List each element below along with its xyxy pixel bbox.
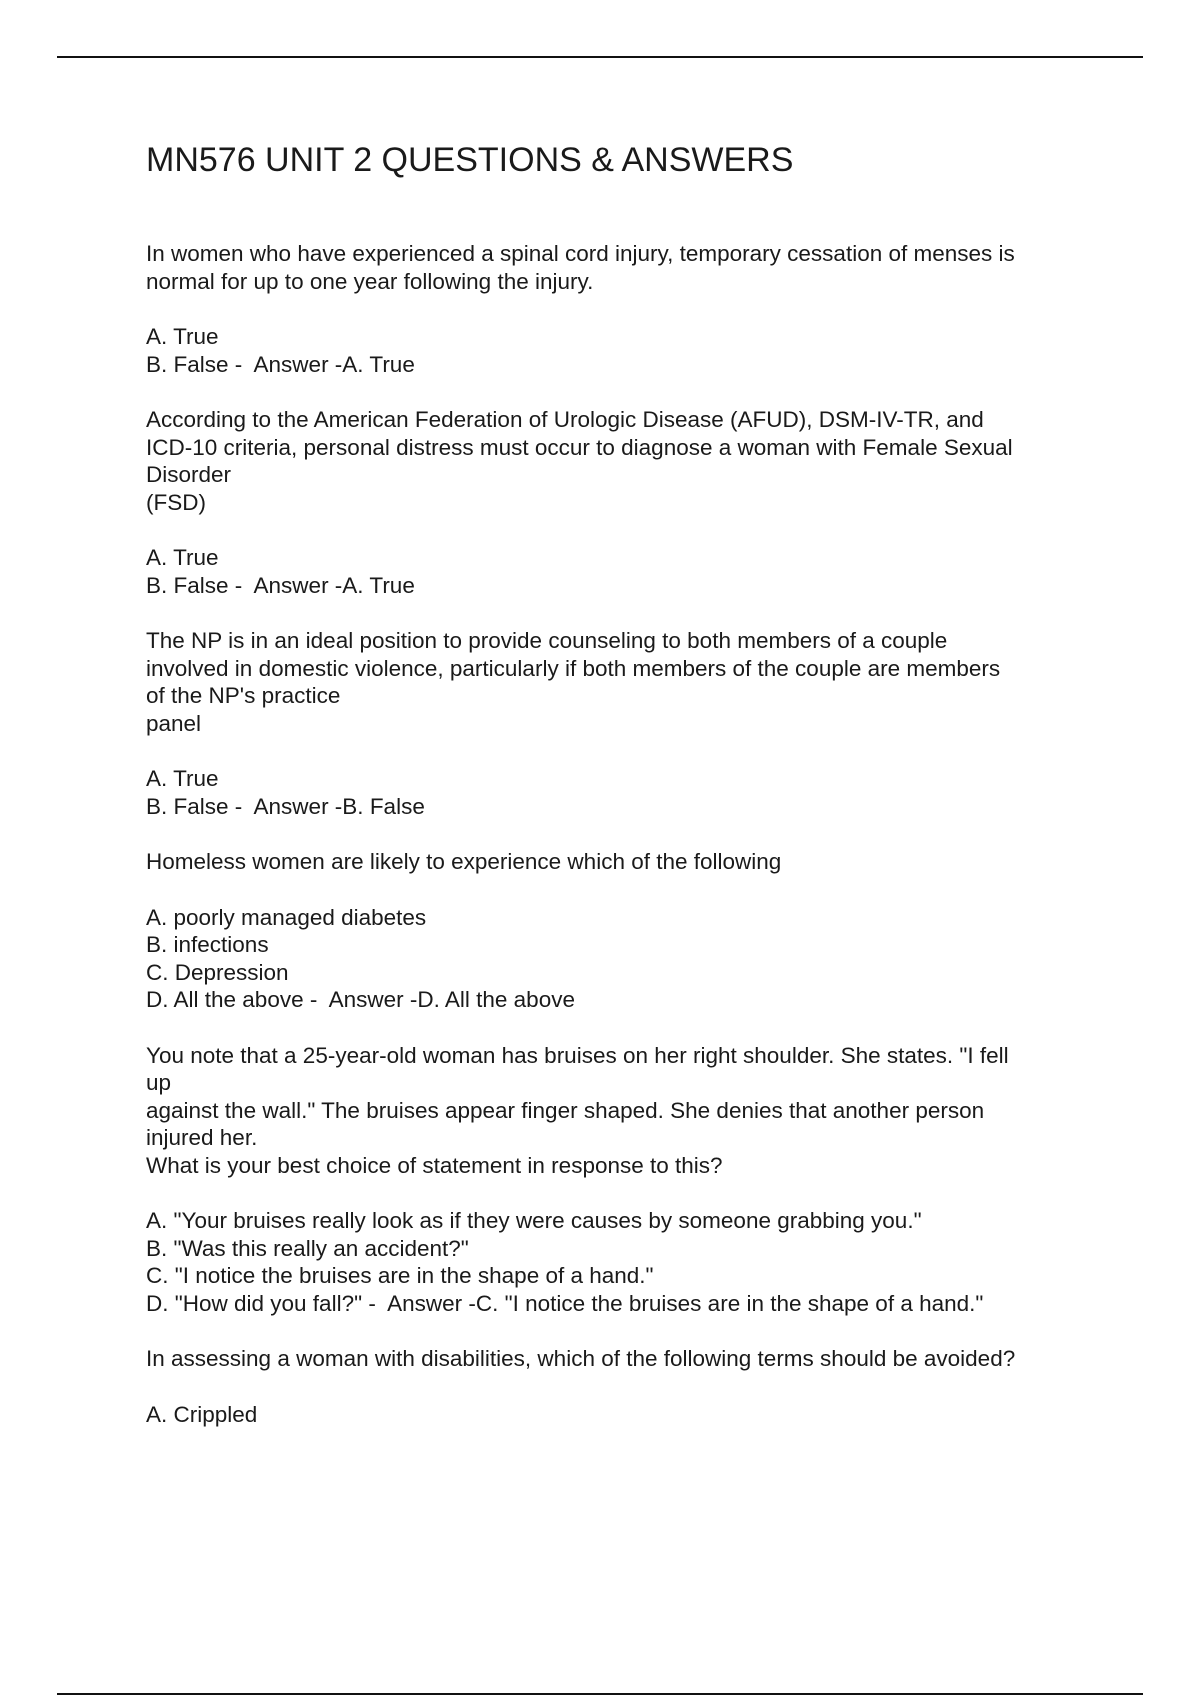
option-line: A. poorly managed diabetes bbox=[146, 904, 427, 930]
question-line: panel bbox=[146, 710, 202, 736]
option-line: A. True bbox=[146, 766, 219, 791]
option-line: A. True bbox=[146, 324, 219, 349]
qa-block-4 bbox=[146, 848, 1106, 1014]
question-line: ICD-10 criteria, personal distress must occur to diagnose a woman with Female Sexual bbox=[146, 434, 1013, 460]
bottom-rule bbox=[57, 1693, 1143, 1695]
qa-block-3 bbox=[146, 627, 1106, 820]
qa-block-2 bbox=[146, 406, 1106, 599]
option-answer-line: D. "How did you fall?" - Answer -C. "I notice the bruises are in the shape of a hand." bbox=[146, 1290, 984, 1316]
document-title: MN576 UNIT 2 QUESTIONS & ANSWERS bbox=[146, 141, 794, 179]
option-answer-line: D. All the above - Answer -D. All the above bbox=[146, 987, 575, 1012]
question-line: Homeless women are likely to experience which of the following bbox=[146, 849, 782, 874]
qa-block-5 bbox=[146, 1042, 1106, 1318]
question-line: The NP is in an ideal position to provide counseling to both members of a couple bbox=[146, 628, 948, 653]
question-line: You note that a 25-year-old woman has bruises on her right shoulder. She states. "I fell bbox=[146, 1042, 1009, 1068]
question-line: up bbox=[146, 1070, 172, 1095]
option-line: A. True bbox=[146, 545, 219, 570]
question-line: In women who have experienced a spinal cord injury, temporary cessation of menses is bbox=[146, 241, 1015, 266]
option-line: B. "Was this really an accident?" bbox=[146, 1235, 469, 1261]
option-line: A. "Your bruises really look as if they were causes by someone grabbing you." bbox=[146, 1208, 922, 1233]
option-line: C. "I notice the bruises are in the shape of a hand." bbox=[146, 1263, 654, 1288]
option-line: B. infections bbox=[146, 932, 269, 957]
question-line: injured her. bbox=[146, 1125, 258, 1150]
top-rule bbox=[57, 56, 1143, 58]
question-line: What is your best choice of statement in response to this? bbox=[146, 1152, 723, 1178]
option-answer-line: B. False - Answer -B. False bbox=[146, 793, 425, 819]
question-line: According to the American Federation of Urologic Disease (AFUD), DSM-IV-TR, and bbox=[146, 407, 984, 432]
question-line: involved in domestic violence, particularly if both members of the couple are members bbox=[146, 655, 1001, 681]
option-answer-line: B. False - Answer -A. True bbox=[146, 572, 415, 598]
question-line: against the wall." The bruises appear finger shaped. She denies that another person bbox=[146, 1097, 985, 1123]
question-line: normal for up to one year following the injury. bbox=[146, 268, 594, 294]
option-line: A. Crippled bbox=[146, 1401, 258, 1427]
question-line: (FSD) bbox=[146, 489, 206, 515]
qa-block-1 bbox=[146, 240, 1106, 378]
question-line: of the NP's practice bbox=[146, 683, 341, 708]
question-line: In assessing a woman with disabilities, which of the following terms should be avoided? bbox=[146, 1346, 1016, 1371]
option-answer-line: B. False - Answer -A. True bbox=[146, 351, 415, 377]
question-line: Disorder bbox=[146, 462, 232, 487]
qa-block-6 bbox=[146, 1345, 1106, 1428]
option-line: C. Depression bbox=[146, 959, 289, 985]
document-body bbox=[146, 140, 1106, 1456]
